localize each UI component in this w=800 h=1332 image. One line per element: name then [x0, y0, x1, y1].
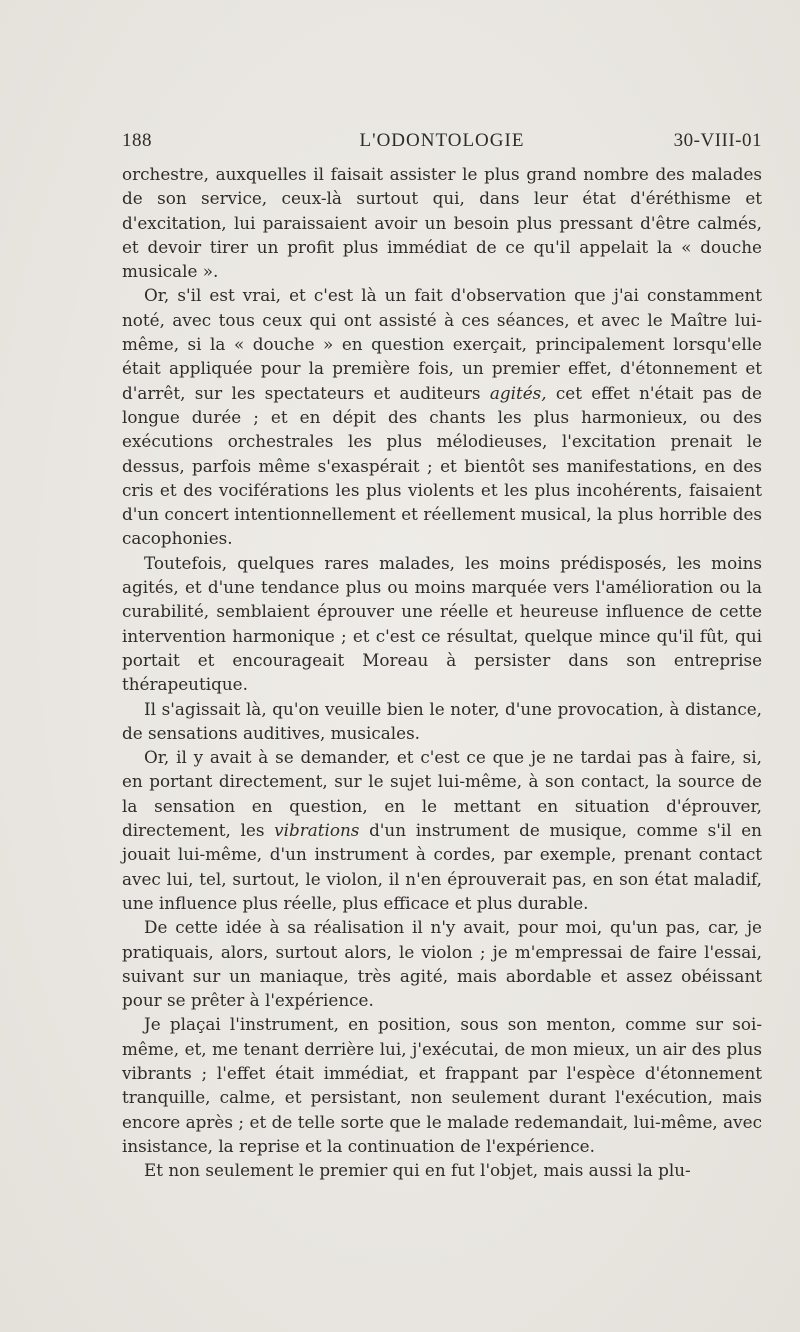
running-head — [122, 130, 762, 158]
emphasis-vibrations: vibrations — [274, 820, 360, 841]
paragraph-7: Je plaçai l'instrument, en position, sous son menton, comme sur soi-même, et, me tenant derrière lui, j'exécutai, de mon mieux, un air des plus vibrants ; l'effet était immédiat, et frappant par l'espèce d'étonnement tranquille, calme, et persistant, non seulement durant l'exécution, mais encore après ; et de telle sorte que le malade redemandait, lui-même, avec insistance, la reprise et la continuation de l'expérience. — [122, 1014, 762, 1156]
paragraph-2: Or, s'il est vrai, et c'est là un fait d'observation que j'ai constamment noté, avec tous ceux qui ont assisté à ces séances, et avec le Maître lui-même, si la « douche » en question exerçait, principalement lorsqu'elle était appliquée pour la première fois, un premier effet, d'étonnement et d'arrêt, sur les spectateurs et auditeurs agités, cet effet n'était pas de longue durée ; et en dépit des chants les plus harmonieux, ou des exécutions orchestrales les plus mélodieuses, l'excitation prenait le dessus, parfois même s'exaspérait ; et bientôt ses manifestations, en des cris et des vociférations les plus violents et les plus incohérents, faisaient d'un concert intentionnellement et réellement musical, la plus horrible des cacophonies. — [122, 285, 762, 549]
paragraph-1: orchestre, auxquelles il faisait assister le plus grand nombre des malades de son service, ceux-là surtout qui, dans leur état d'éréthisme et d'excitation, lui paraissaient avoir un besoin plus pressant d'être calmés, et devoir tirer un profit plus immédiat de ce qu'il appelait la « douche musicale ». — [122, 164, 762, 282]
paragraph-5: Or, il y avait à se demander, et c'est ce que je ne tardai pas à faire, si, en portant directement, sur le sujet lui-même, à son contact, la source de la sensation en question, en le mettant en situation d'éprouver, directement, les vibrations d'un instrument de musique, comme s'il en jouait lui-même, d'un instrument à cordes, par exemple, prenant contact avec lui, tel, surtout, le violon, il n'en éprouverait pas, en son état maladif, une influence plus réelle, plus efficace et plus durable. — [122, 747, 762, 913]
paragraph-3: Toutefois, quelques rares malades, les moins prédisposés, les moins agités, et d'une tendance plus ou moins marquée vers l'amélioration ou la curabilité, semblaient éprouver une réelle et heureuse influence de cette intervention harmonique ; et c'est ce résultat, quelque mince qu'il fût, qui portait et encourageait Moreau à persister dans son entreprise thérapeutique. — [122, 552, 762, 695]
issue-date: 30-VIII-01 — [673, 130, 762, 151]
paragraph-8: Et non seulement le premier qui en fut l'objet, mais aussi la plu- — [144, 1160, 691, 1181]
journal-title: L'ODONTOLOGIE — [359, 130, 525, 151]
body-text — [122, 162, 762, 1182]
paragraph-4: Il s'agissait là, qu'on veuille bien le noter, d'une provocation, à distance, de sensations auditives, musicales. — [122, 698, 762, 743]
emphasis-agites: agités, — [489, 382, 547, 403]
paragraph-6: De cette idée à sa réalisation il n'y avait, pour moi, qu'un pas, car, je pratiquais, alors, surtout alors, le violon ; je m'empressai de faire l'essai, suivant sur un maniaque, très agité, mais abordable et assez obéissant pour se prêter à l'expérience. — [122, 917, 762, 1011]
page-number: 188 — [122, 130, 152, 151]
